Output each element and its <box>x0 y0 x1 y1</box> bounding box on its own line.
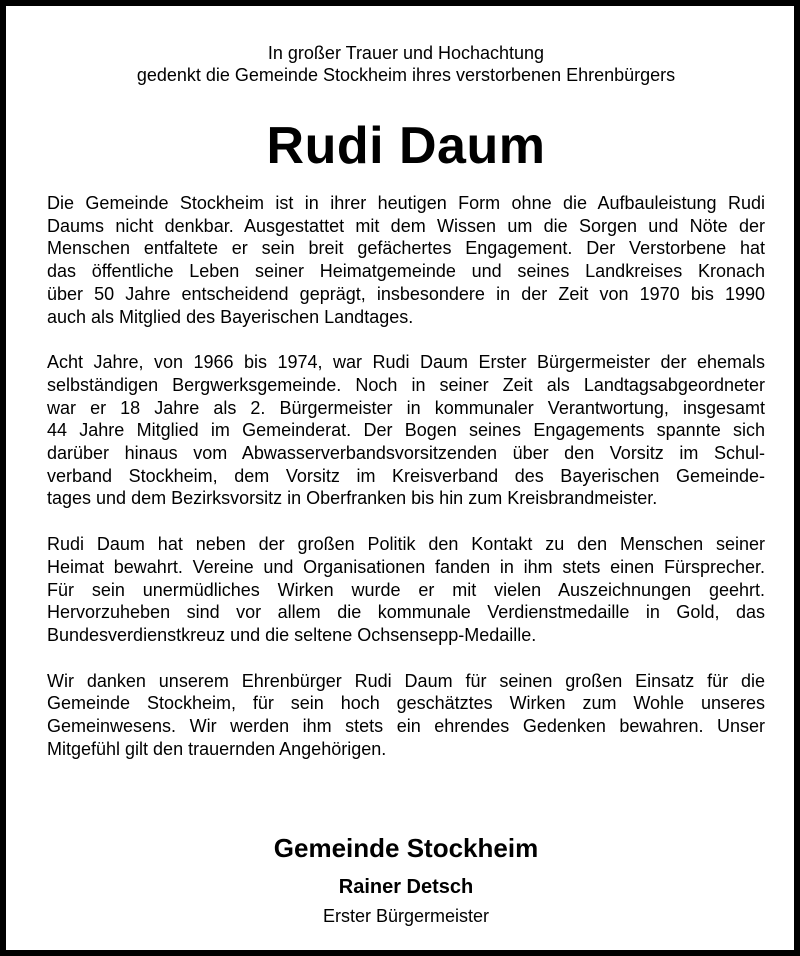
signature-name: Rainer Detsch <box>338 876 474 898</box>
paragraph-line: Hervorzuheben sind vor allem die kommunale Verdienstmedaille in Gold, das <box>47 602 765 623</box>
deceased-name-heading: Rudi Daum <box>266 117 546 175</box>
paragraph-line: Heimat bewahrt. Vereine und Organisationen fanden in ihm stets einen Fürsprecher. <box>47 556 765 577</box>
signature-title: Erster Bürgermeister <box>322 906 490 926</box>
paragraph-line: das öffentliche Leben seiner Heimatgemeinde und seines Landkreises Kronach <box>47 261 765 282</box>
paragraph-line: Für sein unermüdliches Wirken wurde er mit vielen Auszeichnungen geehrt. <box>47 579 765 600</box>
paragraph-line: Wir danken unserem Ehrenbürger Rudi Daum für seinen großen Einsatz für die <box>47 670 765 691</box>
paragraph-line: darüber hinaus vom Abwasserverbandsvorsitzenden über den Vorsitz im Schul- <box>47 443 765 464</box>
paragraph-line: Gemeinde Stockheim, für sein hoch geschätztes Wirken zum Wohle unseres <box>47 693 765 714</box>
paragraph-line: Menschen entfaltete er sein breit gefächertes Engagement. Der Verstorbene hat <box>47 238 765 259</box>
body-paragraph <box>47 670 765 761</box>
intro-line-1: In großer Trauer und Hochachtung <box>267 43 545 63</box>
intro-line-2: gedenkt die Gemeinde Stockheim ihres verstorbenen Ehrenbürgers <box>136 65 676 85</box>
paragraph-line: Daums nicht denkbar. Ausgestattet mit dem Wissen um die Sorgen und Nöte der <box>47 215 765 236</box>
paragraph-line: 44 Jahre Mitglied im Gemeinderat. Der Bogen seines Engagements spannte sich <box>47 420 765 441</box>
signature-organization: Gemeinde Stockheim <box>273 833 539 863</box>
intro-text <box>6 42 800 86</box>
paragraph-line: auch als Mitglied des Bayerischen Landtages. <box>47 306 414 327</box>
body-paragraph <box>47 533 765 647</box>
paragraph-line: war er 18 Jahre als 2. Bürgermeister in kommunaler Verantwortung, insgesamt <box>47 397 765 418</box>
paragraph-line: Acht Jahre, von 1966 bis 1974, war Rudi Daum Erster Bürgermeister der ehemals <box>47 352 765 373</box>
obituary-body <box>47 192 765 783</box>
paragraph-line: selbständigen Bergwerksgemeinde. Noch in seiner Zeit als Landtagsabgeordneter <box>47 374 765 395</box>
paragraph-line: Mitgefühl gilt den trauernden Angehörigen. <box>47 738 387 759</box>
body-paragraph <box>47 351 765 510</box>
paragraph-line: Rudi Daum hat neben der großen Politik den Kontakt zu den Menschen seiner <box>47 534 765 555</box>
paragraph-line: über 50 Jahre entscheidend geprägt, insbesondere in der Zeit von 1970 bis 1990 <box>47 283 765 304</box>
body-paragraph <box>47 192 765 328</box>
paragraph-line: Gemeinwesens. Wir werden ihm stets ein ehrendes Gedenken bewahren. Unser <box>47 716 765 737</box>
paragraph-line: tages und dem Bezirksvorsitz in Oberfranken bis hin zum Kreisbrandmeister. <box>47 488 658 509</box>
paragraph-line: Bundesverdienstkreuz und die seltene Ochsensepp-Medaille. <box>47 624 537 645</box>
paragraph-line: verband Stockheim, dem Vorsitz im Kreisverband des Bayerischen Gemeinde- <box>47 465 765 486</box>
paragraph-line: Die Gemeinde Stockheim ist in ihrer heutigen Form ohne die Aufbauleistung Rudi <box>47 193 765 213</box>
